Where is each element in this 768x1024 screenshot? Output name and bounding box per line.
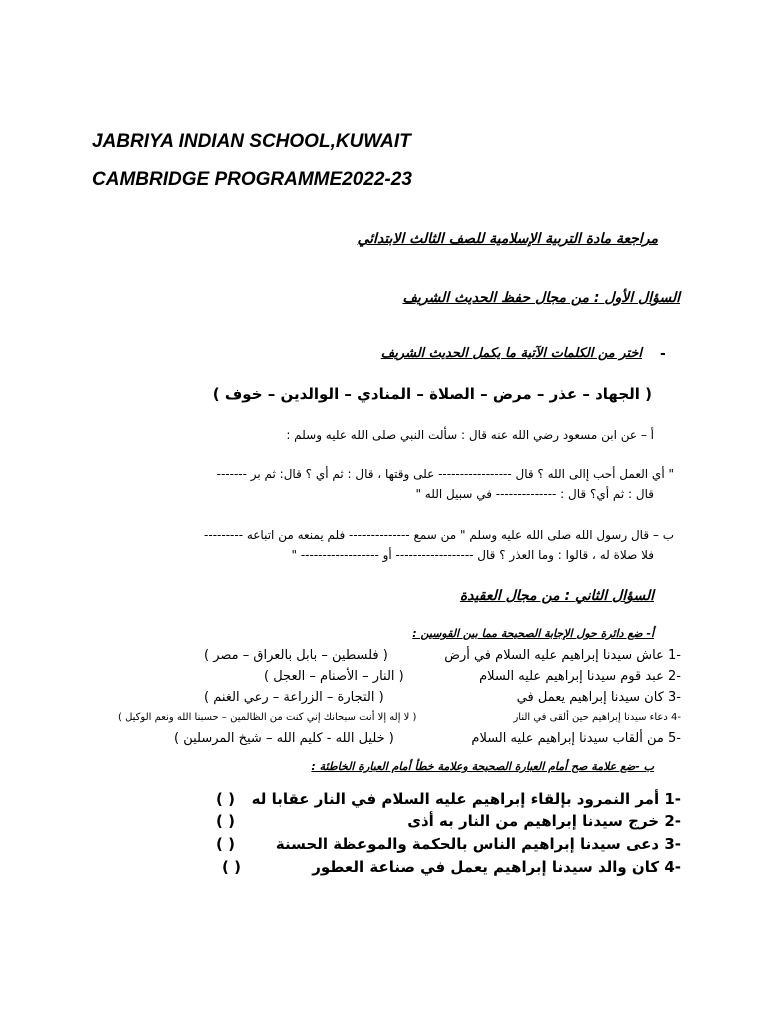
tf-num: -3 xyxy=(664,835,681,853)
q2-part-b-heading: ب -ضع علامة صح أمام العبارة الصحيحة وعلامة خطأ أمام العبارة الخاطئة : xyxy=(311,760,654,773)
mcq-item-4 xyxy=(513,712,681,723)
q1-heading: السؤال الأول : من مجال حفظ الحديث الشريف xyxy=(402,290,680,306)
programme-name: CAMBRIDGE PROGRAMME2022-23 xyxy=(92,169,412,190)
hadith-a-line1: " أي العمل أحب إالى الله ؟ قال ----------------- على وقتها ، قال : ثم أي ؟ قال: ثم بر ------- xyxy=(216,467,674,481)
mcq-num: -1 xyxy=(668,648,681,663)
q2-part-a-heading: أ- ضع دائرة حول الإجابة الصحيحة مما بين القوسين : xyxy=(412,627,654,640)
mcq-item-5 xyxy=(471,731,681,746)
mcq-num: -4 xyxy=(671,712,681,723)
school-name: JABRIYA INDIAN SCHOOL,KUWAIT xyxy=(92,131,411,152)
tf-text: خرج سيدنا إبراهيم من النار به أذى xyxy=(407,812,660,830)
tf-answer-box-4[interactable]: ( ) xyxy=(222,858,241,876)
tf-num: -2 xyxy=(664,812,681,830)
tf-num: -1 xyxy=(664,790,681,808)
tf-item-2 xyxy=(407,812,681,830)
mcq-text: عاش سيدنا إبراهيم عليه السلام في أرض xyxy=(444,648,664,663)
mcq-text: عبد قوم سيدنا إبراهيم عليه السلام xyxy=(479,669,664,684)
tf-item-1 xyxy=(252,790,681,808)
tf-text: دعى سيدنا إبراهيم الناس بالحكمة والموعظة الحسنة xyxy=(275,835,660,853)
hadith-b-line1: ب – قال رسول الله صلى الله عليه وسلم " من سمع -------------- فلم يمنعه من اتباعه --------- xyxy=(204,528,674,542)
mcq-text: دعاء سيدنا إبراهيم حين ألقى في النار xyxy=(513,712,668,723)
mcq-num: -3 xyxy=(668,690,681,705)
mcq-choices-5: ( خليل الله - كليم الله – شيخ المرسلين ) xyxy=(174,731,394,746)
q2-heading: السؤال الثاني : من مجال العقيدة xyxy=(459,588,654,604)
tf-answer-box-2[interactable]: ( ) xyxy=(216,812,235,830)
mcq-choices-1: ( فلسطين – بابل بالعراق – مصر ) xyxy=(204,648,388,663)
mcq-num: -5 xyxy=(668,731,681,746)
mcq-text: من ألقاب سيدنا إبراهيم عليه السلام xyxy=(471,731,664,746)
q1-instruction: اختر من الكلمات الآتية ما يكمل الحديث الشريف xyxy=(380,346,642,361)
tf-text: كان والد سيدنا إبراهيم يعمل في صناعة العطور xyxy=(312,858,660,876)
mcq-choices-4: ( لا إله إلا أنت سبحانك إني كنت من الظالمين – حسبنا الله ونعم الوكيل ) xyxy=(118,712,417,723)
hadith-a-intro: أ – عن ابن مسعود رضي الله عنه قال : سألت النبي صلى الله عليه وسلم : xyxy=(286,428,654,442)
mcq-choices-3: ( التجارة – الزراعة – رعي الغنم ) xyxy=(204,690,384,705)
instruction-dash: - xyxy=(660,346,666,362)
page-title: مراجعة مادة التربية الإسلامية للصف الثالث الابتدائي xyxy=(357,231,658,247)
mcq-text: كان سيدنا إبراهيم يعمل في xyxy=(516,690,664,705)
hadith-b-line2: فلا صلاة له ، قالوا : وما العذر ؟ قال ------------------ أو ------------------ " xyxy=(291,548,654,562)
hadith-a-line2: قال : ثم أي؟ قال : -------------- في سبيل الله " xyxy=(415,487,654,501)
mcq-item-3 xyxy=(517,690,681,705)
tf-answer-box-1[interactable]: ( ) xyxy=(216,790,235,808)
tf-num: -4 xyxy=(664,858,681,876)
tf-item-4 xyxy=(312,858,681,876)
tf-item-3 xyxy=(276,835,681,853)
mcq-item-1 xyxy=(444,648,681,663)
mcq-item-2 xyxy=(479,669,681,684)
mcq-num: -2 xyxy=(668,669,681,684)
tf-text: أمر النمرود بإلقاء إبراهيم عليه السلام في النار عقابا له xyxy=(251,790,660,808)
tf-answer-box-3[interactable]: ( ) xyxy=(216,835,235,853)
mcq-choices-2: ( النار – الأصنام – العجل ) xyxy=(264,669,404,684)
word-bank: ( الجهاد – عذر – مرض – الصلاة – المنادي – الوالدين – خوف ) xyxy=(212,385,652,403)
